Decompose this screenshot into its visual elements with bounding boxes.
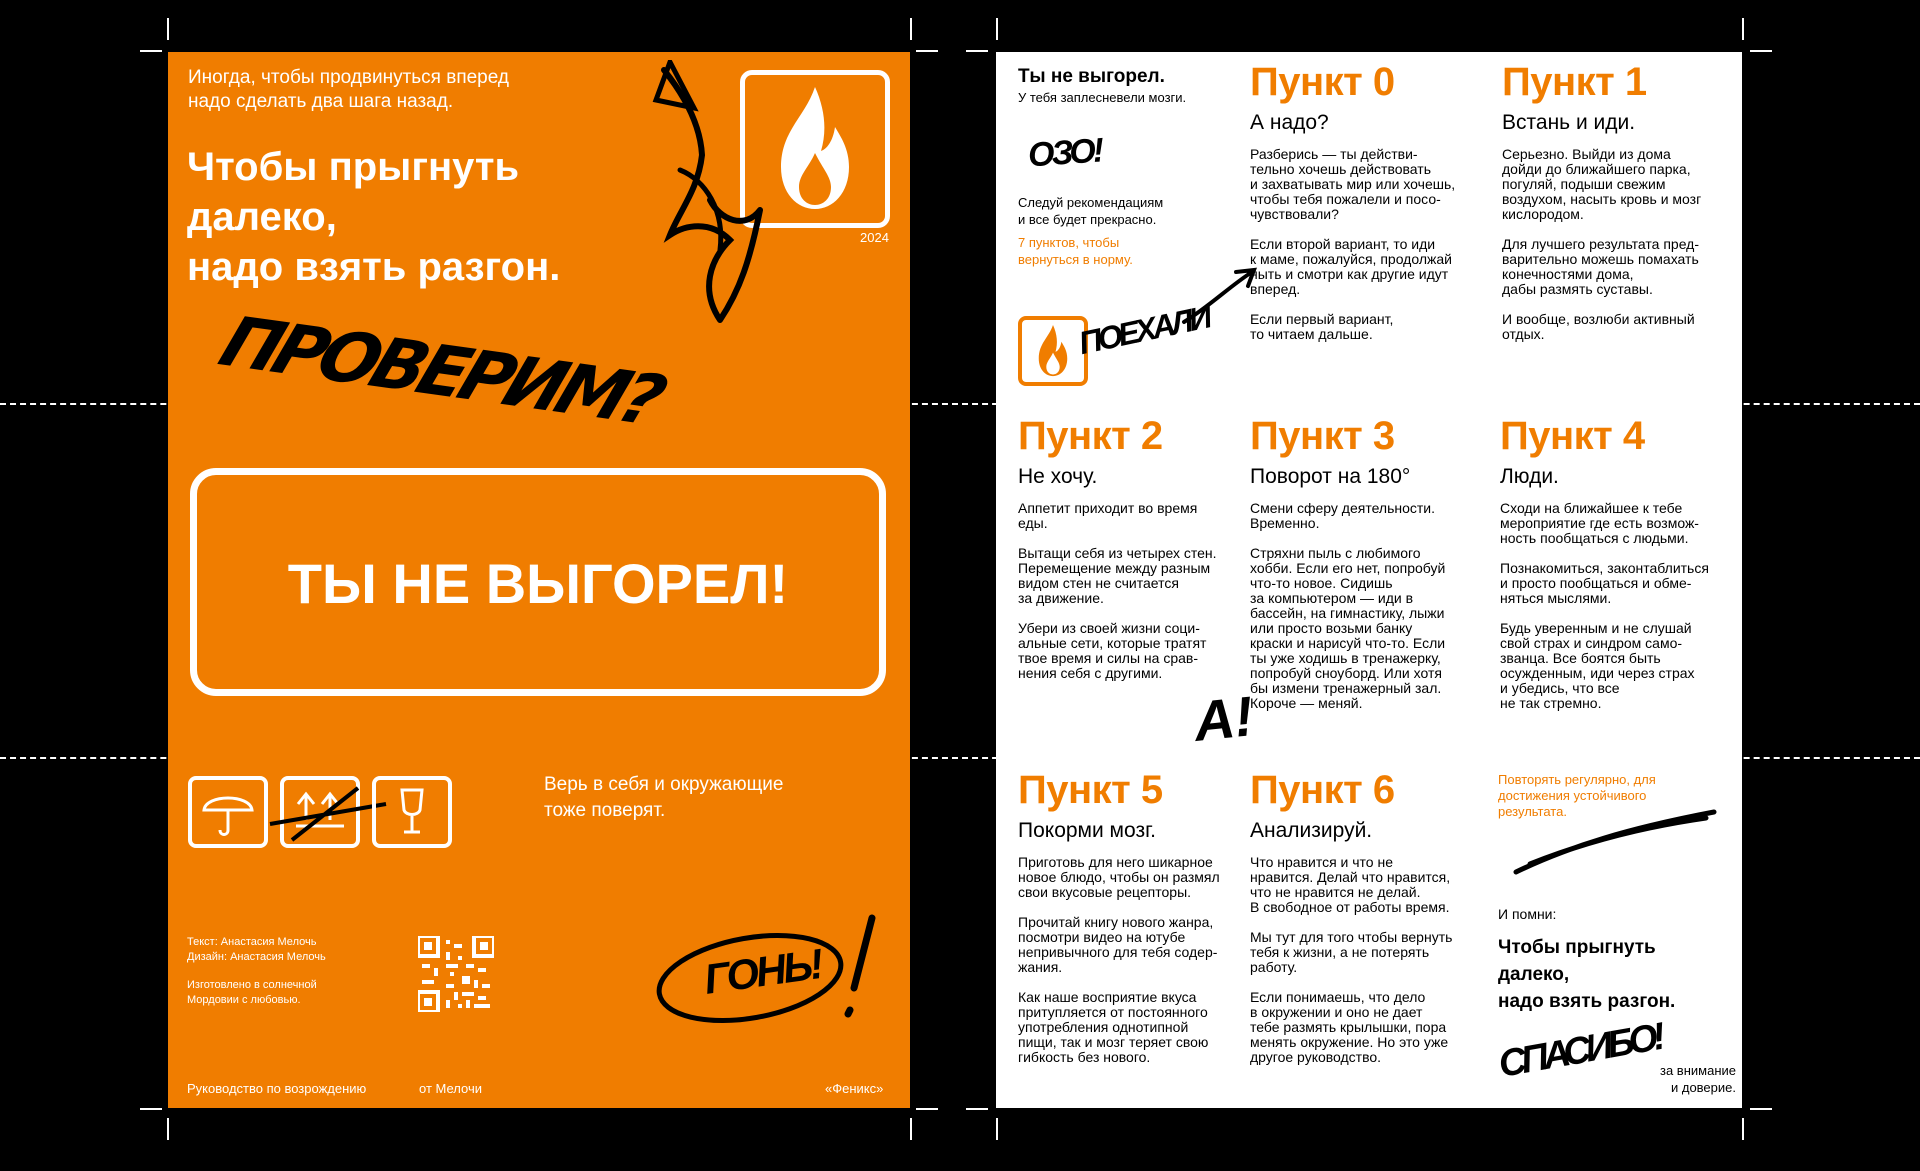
- point-title: Пункт 1: [1502, 60, 1647, 104]
- point-0: [1250, 60, 1470, 342]
- graffiti-poehali: ПОЕХАЛИ: [1075, 298, 1212, 362]
- point-1: [1502, 60, 1732, 342]
- crop-mark: [916, 1108, 938, 1110]
- fragile-glass-icon: [376, 780, 448, 844]
- umbrella-icon: [192, 780, 264, 844]
- graffiti-ozo: ОЗО!: [1026, 131, 1103, 175]
- point-subtitle: Поворот на 180°: [1250, 465, 1411, 488]
- remember-label: И помни:: [1498, 906, 1557, 922]
- graffiti-proverim: ПРОВЕРИМ?: [209, 301, 671, 441]
- crop-mark: [996, 18, 998, 40]
- graffiti-a: А!: [1190, 684, 1257, 753]
- point-3: [1250, 414, 1480, 711]
- cover-credits: Текст: Анастасия Мелочь Дизайн: Анастасия Мелочь: [187, 936, 326, 963]
- point-body: Сходи на ближайшее к тебе мероприятие где есть возмож- ность пообщаться с людьми. Познакомиться, законтаблиться и просто пообщаться и обме- няться мыслями. Будь уверенным и не слушай свой страх и синдром само- званца. Все боятся быть осужденным, иди через страх и убедись, что все не так стремно.: [1500, 500, 1709, 711]
- crop-mark: [916, 50, 938, 52]
- banner-text: ТЫ НЕ ВЫГОРЕЛ!: [287, 552, 789, 615]
- crop-mark: [966, 1108, 988, 1110]
- point-4: [1500, 414, 1736, 711]
- footer-author: от Мелочи: [419, 1081, 482, 1096]
- intro-orange-note: 7 пунктов, чтобы вернуться в норму.: [1018, 235, 1133, 267]
- cover-headline: Чтобы прыгнуть далеко, надо взять разгон.: [187, 145, 561, 289]
- cover-made-in: Изготовлено в солнечной Мордовии с любовью.: [187, 979, 317, 1006]
- crop-mark: [996, 1118, 998, 1140]
- point-5: [1018, 768, 1248, 1065]
- graffiti-gon-text: ГОНЬ!: [701, 940, 824, 1003]
- crop-mark: [140, 50, 162, 52]
- banner-frame: [190, 468, 886, 696]
- point-title: Пункт 4: [1500, 414, 1645, 458]
- point-title: Пункт 2: [1018, 414, 1163, 458]
- intro-title: Ты не выгорел.: [1018, 66, 1165, 87]
- intro-body: Следуй рекомендациям и все будет прекрасно.: [1018, 195, 1164, 227]
- crop-mark: [167, 1118, 169, 1140]
- point-subtitle: Анализируй.: [1250, 819, 1373, 842]
- footer-title: Руководство по возрождению: [187, 1081, 367, 1096]
- flame-icon: [1022, 320, 1084, 382]
- cover-year: 2024: [860, 230, 889, 245]
- crop-mark: [167, 18, 169, 40]
- point-subtitle: Люди.: [1500, 465, 1559, 488]
- crop-mark: [140, 1108, 162, 1110]
- this-side-up-icon: [284, 780, 356, 844]
- footer-brand: «Феникс»: [825, 1081, 884, 1096]
- point-body: Приготовь для него шикарное новое блюдо, чтобы он размял свои вкусовые рецепторы. Прочитай книгу нового жанра, посмотри видео на ютубе непривычного для тебя содер- жания. Как наше восприятие вкуса притупляется от постоянного употребления однотипной пищи, так и мозг теряет свою гибкость без нового.: [1018, 854, 1220, 1065]
- cover-tagline: Иногда, чтобы продвинуться вперед надо сделать два шага назад.: [188, 67, 509, 112]
- crop-mark: [966, 50, 988, 52]
- cover-belief: Верь в себя и окружающие тоже поверят.: [544, 774, 784, 821]
- point-subtitle: Покорми мозг.: [1018, 819, 1156, 842]
- crop-mark: [1750, 50, 1772, 52]
- point-body: Что нравится и что не нравится. Делай что нравится, что не нравится не делай. В свободное от работы время. Мы тут для того чтобы вернуть тебя к жизни, а не потерять работу. Если понимаешь, что дело в окружении и оно не дает тебе размять крылышки, пора менять окружение. Но это уже другое руководство.: [1250, 854, 1453, 1065]
- this-side-up-icon-box: [280, 776, 360, 848]
- point-title: Пункт 6: [1250, 768, 1395, 812]
- qr-code[interactable]: [418, 936, 494, 1012]
- fire-logo-box: [740, 70, 890, 228]
- thanks-tail: за внимание и доверие.: [1660, 1063, 1736, 1095]
- point-body: Разберись — ты действи- тельно хочешь действовать и захватывать мир или хочешь, чтобы тебя пожалели и посо- чувствовали? Если второй вариант, то иди к маме, пожалуйся, продолжай ныть и смотри как другие идут вперед. Если первый вариант, то читаем дальше.: [1250, 146, 1456, 342]
- point-body: Смени сферу деятельности. Временно. Стряхни пыль с любимого хобби. Если его нет, попробуй что-то новое. Сидишь за компьютером — иди в бассейн, на гимнастику, лыжи или просто возьми банку краски и нарисуй что-то. Если ты уже ходишь в тренажерку, попробуй сноуборд. Или хотя бы измени тренажерный зал. Короче — меняй.: [1250, 500, 1446, 711]
- point-2: [1018, 414, 1238, 681]
- point-subtitle: А надо?: [1250, 111, 1329, 134]
- fragile-icon-box: [372, 776, 452, 848]
- point-subtitle: Не хочу.: [1018, 465, 1098, 488]
- umbrella-icon-box: [188, 776, 268, 848]
- closing-headline: Чтобы прыгнуть далеко, надо взять разгон.: [1498, 937, 1676, 1012]
- point-title: Пункт 0: [1250, 60, 1395, 104]
- point-body: Аппетит приходит во время еды. Вытащи себя из четырех стен. Перемещение между разным видом стен не считается за движение. Убери из своей жизни соци- альные сети, которые тратят твое время и силы на срав- нения себя с другими.: [1018, 500, 1217, 681]
- intro-subtitle: У тебя заплесневели мозги.: [1018, 90, 1187, 105]
- crop-mark: [1742, 18, 1744, 40]
- flame-icon: [745, 75, 885, 223]
- point-body: Серьезно. Выйди из дома дойди до ближайшего парка, погуляй, подыши свежим воздухом, насыть кровь и мозг кислородом. Для лучшего результата пред- варительно можешь помахать конечностями дома, дабы размять суставы. И вообще, возлюби активный отдых.: [1502, 146, 1702, 342]
- point-title: Пункт 3: [1250, 414, 1395, 458]
- point-subtitle: Встань и иди.: [1502, 111, 1636, 134]
- crop-mark: [910, 18, 912, 40]
- repeat-note: Повторять регулярно, для достижения устойчивого результата.: [1498, 772, 1656, 819]
- crop-mark: [1750, 1108, 1772, 1110]
- graffiti-spasibo: СПАСИБО!: [1495, 1016, 1665, 1086]
- point-6: [1250, 768, 1480, 1065]
- point-title: Пункт 5: [1018, 768, 1163, 812]
- crop-mark: [1742, 1118, 1744, 1140]
- crop-mark: [910, 1118, 912, 1140]
